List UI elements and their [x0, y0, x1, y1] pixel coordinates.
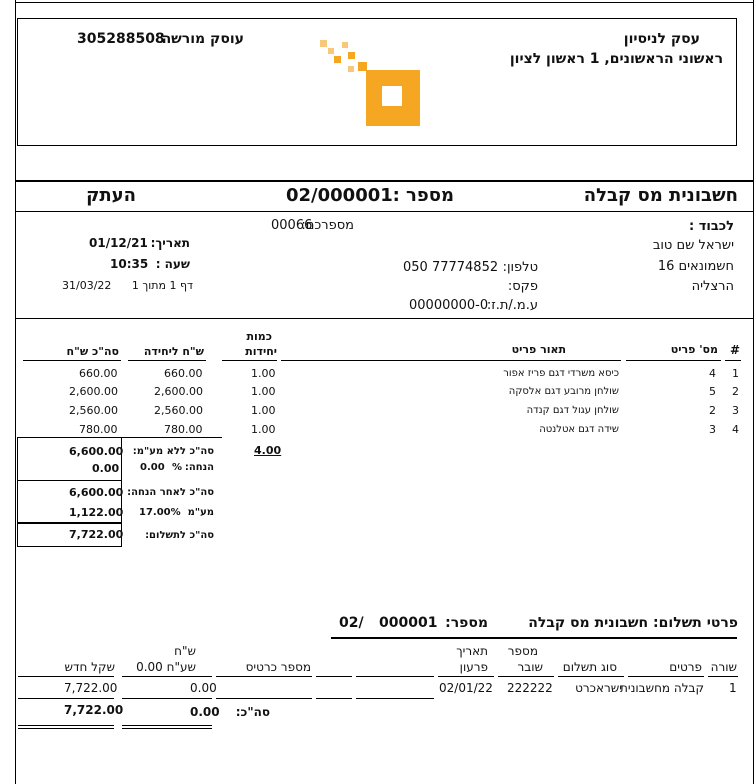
license-number: 305288508 — [77, 31, 165, 47]
pay-row-check: 222222 — [507, 681, 553, 695]
pay-header-type: סוג תשלום — [562, 660, 617, 674]
pay-header-fx-top: ש"ח — [174, 644, 196, 658]
after-discount-label: סה"כ לאחר הנחה: — [127, 487, 214, 498]
items-header-total: סה"כ ש"ח — [66, 345, 119, 358]
row-desc: שולחן עגול דגם קנדה — [526, 405, 619, 416]
row-num: 1 — [732, 367, 739, 380]
pay-row-rule — [356, 698, 434, 699]
pay-row-rule — [316, 698, 352, 699]
customer-name: ישראל שם טוב — [652, 238, 734, 253]
print-date: 31/03/22 — [62, 279, 112, 292]
items-bottom-rule — [122, 437, 222, 438]
row-total: 660.00 — [79, 367, 118, 380]
pay-total-fx: 0.00 — [190, 705, 220, 719]
row-total: 2,600.00 — [69, 385, 118, 398]
payments-title-rule — [331, 637, 737, 639]
after-discount-value: 6,600.00 — [69, 486, 124, 499]
title-top-rule — [15, 180, 753, 182]
row-desc: שידה דגם אטלנטה — [539, 424, 619, 435]
totals-bottom-rule — [17, 546, 121, 547]
totals-left-border — [17, 437, 18, 547]
items-header-rule — [281, 360, 621, 361]
pay-total-rule — [18, 728, 114, 729]
items-header-rule — [128, 360, 206, 361]
pay-row-fx: 0.00 — [190, 681, 217, 695]
pay-header-check-bottom: שובר — [517, 660, 543, 674]
pay-header-rule — [438, 676, 494, 677]
phone-value: 050 77774852 — [403, 260, 499, 275]
copy-label: העתק — [86, 185, 136, 206]
page-top-border — [15, 2, 753, 3]
row-unit-price: 780.00 — [164, 423, 203, 436]
row-desc: שולחן מרובע דגם אלסקה — [508, 386, 619, 397]
company-logo — [320, 40, 420, 130]
title-bottom-rule — [15, 211, 753, 212]
pay-total-rule — [122, 725, 212, 726]
pay-header-card: מספר כרטיס — [245, 660, 311, 674]
pay-header-rule — [216, 676, 312, 677]
pay-header-rule — [498, 676, 554, 677]
row-desc: כיסא משרדי דגם פריז אפור — [503, 368, 619, 379]
totals-rule — [17, 480, 121, 481]
fax-label: פקס: — [507, 279, 538, 294]
pay-header-rule — [558, 676, 624, 677]
pay-header-rule — [122, 676, 212, 677]
pay-header-rule — [708, 676, 738, 677]
subtotal-label: סה"כ ללא מע"מ: — [132, 446, 214, 457]
payments-title: פרטי תשלום: חשבונית מס קבלה — [528, 615, 738, 631]
items-header-qty-top: כמות — [246, 330, 272, 343]
discount-value: 0.00 — [92, 462, 120, 475]
row-unit-price: 660.00 — [164, 367, 203, 380]
doc-number: 02/000001 — [286, 185, 393, 206]
page-left-border — [15, 0, 16, 784]
items-header-item-no: מס' פריט — [670, 343, 718, 356]
pay-row-num: 1 — [729, 681, 737, 695]
items-header-rule — [23, 360, 121, 361]
pay-header-due-bottom: פרעון — [459, 660, 488, 674]
items-header-rule — [626, 360, 721, 361]
row-qty: 1.00 — [251, 367, 276, 380]
phone-label: טלפון: — [502, 260, 538, 275]
pay-header-fx-bottom: שע"ח 0.00 — [136, 660, 196, 674]
row-unit-price: 2,600.00 — [154, 385, 203, 398]
page-right-border — [753, 0, 754, 784]
payments-number-prefix: 02/ — [339, 615, 364, 631]
pay-header-check-top: מספר — [507, 644, 538, 658]
time-value: 10:35 — [110, 257, 149, 271]
business-name: עסק לניסיון — [623, 31, 700, 47]
license-label: עוסק מורשה — [161, 31, 244, 47]
tax-id: 00000000-0 — [409, 298, 489, 313]
pay-total-nis: 7,722.00 — [64, 703, 124, 717]
pay-total-label: סה"כ: — [235, 705, 270, 719]
pay-header-rule — [316, 676, 352, 677]
row-unit-price: 2,560.00 — [154, 404, 203, 417]
row-item-no: 5 — [709, 385, 716, 398]
pay-header-rule — [628, 676, 704, 677]
pay-row-rule — [216, 698, 312, 699]
time-label: שעה : — [155, 257, 190, 271]
pay-row-details: קבלה מחשבונית — [620, 681, 704, 695]
pay-header-nis: שקל חדש — [64, 660, 115, 674]
row-item-no: 3 — [709, 423, 716, 436]
items-header-num: # — [730, 343, 741, 357]
pay-row-nis: 7,722.00 — [64, 681, 118, 695]
pay-header-rule — [18, 676, 114, 677]
row-item-no: 2 — [709, 404, 716, 417]
row-num: 3 — [732, 404, 739, 417]
qty-total: 4.00 — [254, 444, 282, 457]
business-address: ראשוני הראשונים, 1 ראשון לציון — [509, 51, 723, 67]
doc-title: חשבונית מס קבלה — [583, 185, 738, 206]
totals-rule — [17, 522, 121, 524]
discount-pct: 0.00 — [140, 462, 165, 473]
vat-value: 1,122.00 — [69, 506, 124, 519]
discount-pct-sign: % — [172, 462, 183, 473]
row-qty: 1.00 — [251, 385, 276, 398]
page-count: דף 1 מתוך 1 — [131, 279, 193, 292]
pay-header-row: שורה — [710, 660, 737, 674]
items-header-desc: תאור פריט — [511, 343, 566, 356]
doc-number-label: מספר : — [392, 185, 454, 206]
grand-total-label: סה"כ לתשלום: — [145, 530, 214, 541]
pay-row-due: 02/01/22 — [439, 681, 493, 695]
vat-label: מע"מ — [187, 507, 214, 518]
items-header-rule — [725, 360, 741, 361]
date-label: תאריך: — [150, 236, 190, 250]
pay-header-details: פרטים — [669, 660, 702, 674]
pay-header-rule — [356, 676, 434, 677]
to-label: לכבוד : — [689, 219, 734, 234]
subtotal-value: 6,600.00 — [69, 445, 124, 458]
row-total: 2,560.00 — [69, 404, 118, 417]
info-bottom-rule — [15, 318, 753, 319]
items-header-unit-price: ש"ח ליחידה — [143, 345, 204, 358]
discount-label: הנחה: — [184, 462, 214, 473]
pay-header-due-top: תאריך — [456, 644, 488, 658]
row-qty: 1.00 — [251, 423, 276, 436]
customer-street: חשמונאים 16 — [657, 259, 734, 274]
tax-id-label: ע.מ./ת.ז: — [486, 298, 538, 313]
pay-total-rule — [122, 728, 212, 729]
date-value: 01/12/21 — [89, 236, 148, 250]
items-bottom-rule — [17, 437, 121, 438]
payments-number-main: 000001 — [379, 615, 438, 631]
customer-no-label: מספרכם: — [301, 218, 354, 233]
grand-total-value: 7,722.00 — [69, 528, 124, 541]
payments-number-label: מספר: — [445, 615, 488, 631]
pay-row-type: ישראכרט — [575, 681, 622, 695]
customer-city: הרצליה — [691, 279, 734, 294]
row-num: 4 — [732, 423, 739, 436]
customer-no: 00066 — [271, 218, 313, 233]
items-header-qty-bottom: יחידות — [245, 345, 277, 358]
vat-pct: 17.00% — [139, 507, 181, 518]
items-header-rule — [222, 360, 277, 361]
pay-total-rule — [18, 725, 114, 726]
pay-row-rule — [18, 698, 114, 699]
row-total: 780.00 — [79, 423, 118, 436]
pay-row-rule — [122, 698, 212, 699]
row-num: 2 — [732, 385, 739, 398]
row-item-no: 4 — [709, 367, 716, 380]
row-qty: 1.00 — [251, 404, 276, 417]
